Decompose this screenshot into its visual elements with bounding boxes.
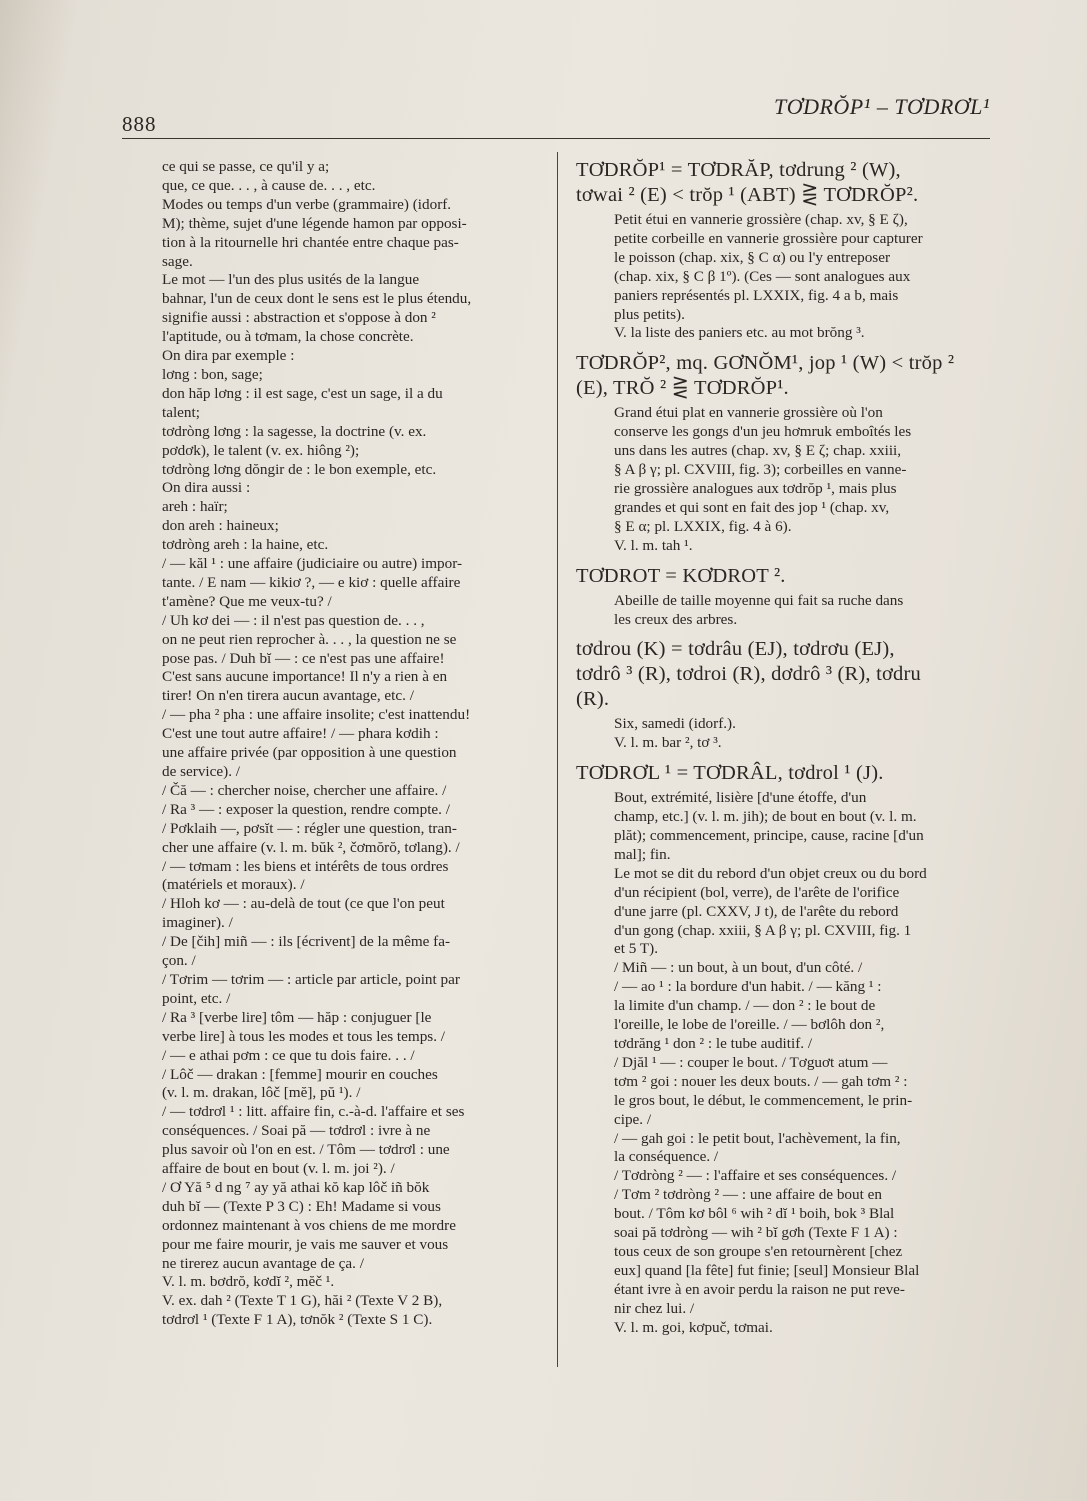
text-line: bout. / Tôm kơ bôl ⁶ wih ² dĭ ¹ boih, bok ³ Blal <box>614 1205 895 1223</box>
text-line: eux] quand [la fête] fut finie; [seul] Monsieur Blal <box>614 1261 920 1279</box>
text-line: tous ceux de son groupe s'en retournèrent [chez <box>614 1242 903 1260</box>
text-line: Bout, extrémité, lisière [d'une étoffe, d'un <box>614 789 867 807</box>
dictionary-entry <box>576 564 990 630</box>
text-line: / Ra ³ [verbe lire] tôm — hăp : conjuguer [le <box>162 1008 432 1026</box>
text-line: / — tơmam : les biens et intérêts de tous ordres <box>162 857 449 875</box>
entry-definition <box>614 789 990 1337</box>
text-line: Abeille de taille moyenne qui fait sa ruche dans <box>614 591 904 609</box>
column-divider <box>557 152 558 1367</box>
text-line: cipe. / <box>614 1110 652 1128</box>
text-line: t'amène? Que me veux-tu? / <box>162 592 332 610</box>
entry-headword: TƠDRŎP², mq. GƠNŎM¹, jop ¹ (W) < trŏp ² <box>576 352 955 375</box>
entry-definition <box>614 404 990 555</box>
text-line: mal]; fin. <box>614 845 671 863</box>
text-line: tơdròng areh : la haine, etc. <box>162 536 329 554</box>
text-line: çon. / <box>162 952 196 970</box>
text-line: / De [čih] miñ — : ils [écrivent] de la même fa- <box>162 933 451 951</box>
text-line: paniers représentés pl. LXXIX, fig. 4 a b, mais <box>614 286 899 304</box>
text-line: / Djăl ¹ — : couper le bout. / Tơguơt atum — <box>614 1053 888 1071</box>
text-line: d'un gong (chap. xxiii, § A β γ; pl. CXVIII, fig. 1 <box>614 921 912 939</box>
text-line: on ne peut rien reprocher à. . . , la question ne se <box>162 630 457 648</box>
text-line: conséquences. / Soai pă — tơdrơl : ivre à ne <box>162 1122 431 1140</box>
text-line: / — ao ¹ : la bordure d'un habit. / — kăng ¹ : <box>614 978 882 996</box>
text-line: signifie aussi : abstraction et s'oppose à don ² <box>162 309 436 327</box>
text-line: la limite d'un champ. / — don ² : le bout de <box>614 997 876 1015</box>
text-line: / Pơklaih —, pơsĭt — : régler une question, tran- <box>162 819 457 837</box>
text-line: tơdrơl ¹ (Texte F 1 A), tơnŏk ² (Texte S 1 C). <box>162 1311 433 1329</box>
left-column <box>162 158 546 1330</box>
text-line: / — kăl ¹ : une affaire (judiciaire ou autre) impor- <box>162 555 463 573</box>
text-line: talent; <box>162 403 200 421</box>
text-line: C'est sans aucune importance! Il n'y a rien à en <box>162 668 448 686</box>
text-line: / Ơ Yă ⁵ d ng ⁷ ay yă athai kŏ kap lôč iñ bŏk <box>162 1178 430 1196</box>
text-line: uns dans les autres (chap. xv, § E ζ; chap. xxiii, <box>614 442 902 460</box>
text-line: bahnar, l'un de ceux dont le sens est le plus étendu, <box>162 290 472 308</box>
text-line: l'oreille, le lobe de l'oreille. / — bơlôh don ², <box>614 1016 885 1034</box>
text-line: / Tơrim — tơrim — : article par article, point par <box>162 970 460 988</box>
text-line: rie grossière analogues aux tơdrŏp ¹, mais plus <box>614 479 897 497</box>
entry-headword: TƠDRŎP¹ = TƠDRĂP, tơdrung ² (W), <box>576 159 901 181</box>
text-line: tơdrăng ¹ don ² : le tube auditif. / <box>614 1035 813 1052</box>
text-line: tơdròng lơng dŏngir de : le bon exemple, etc. <box>162 460 437 478</box>
text-line: V. l. m. bơdrŏ, kơdĭ ², mĕč ¹. <box>162 1273 335 1291</box>
text-line: verbe lire] à tous les modes et tous les temps. / <box>162 1027 446 1045</box>
text-line: V. la liste des paniers etc. au mot brŏng ³. <box>614 324 865 342</box>
text-line: areh : haïr; <box>162 498 228 516</box>
text-line: plus savoir où l'on en est. / Tôm — tơdrơl : une <box>162 1141 450 1159</box>
text-line: § A β γ; pl. CXVIII, fig. 3); corbeilles en vanne- <box>614 461 907 479</box>
text-line: affaire de bout en bout (v. l. m. joi ²). / <box>162 1160 395 1178</box>
text-line: les creux des arbres. <box>614 610 738 628</box>
dictionary-entry <box>576 637 990 753</box>
text-line: de service). / <box>162 763 241 780</box>
text-line: / — gah goi : le petit bout, l'achèvement, la fin, <box>614 1129 901 1147</box>
dictionary-entry <box>576 158 990 343</box>
text-line: soai pă tơdròng — wih ² bĭ gơh (Texte F 1 A) : <box>614 1224 898 1242</box>
text-line: / Tơm ² tơdròng ² — : une affaire de bout en <box>614 1186 882 1204</box>
text-line: grandes et qui sont en fait des jop ¹ (chap. xv, <box>614 498 890 516</box>
text-line: Le mot — l'un des plus usités de la langue <box>162 271 420 289</box>
text-line: (chap. xix, § C β 1º). (Ces — sont analogues aux <box>614 267 911 285</box>
text-line: / Ra ³ — : exposer la question, rendre compte. / <box>162 800 450 818</box>
text-line: don areh : haineux; <box>162 517 279 535</box>
dictionary-entry <box>576 351 990 555</box>
entry-headword: tơdrou (K) = tơdrâu (EJ), tơdrơu (EJ), <box>576 638 895 661</box>
text-line: On dira par exemple : <box>162 347 295 365</box>
entry-headword: (E), TRŎ ² ⋛ TƠDRŎP¹. <box>576 377 789 400</box>
right-column <box>576 158 990 1346</box>
text-line: / Čă — : chercher noise, chercher une affaire. / <box>162 781 447 799</box>
dictionary-entry <box>576 761 990 1337</box>
text-line: une affaire privée (par opposition à une question <box>162 744 457 762</box>
text-line: point, etc. / <box>162 989 231 1007</box>
entry-definition <box>614 211 990 343</box>
text-line: Grand étui plat en vannerie grossière où l'on <box>614 404 883 422</box>
text-line: / Miñ — : un bout, à un bout, d'un côté. / <box>614 959 863 977</box>
text-line: M); thème, sujet d'une légende hamon par opposi- <box>162 214 467 232</box>
text-line: étant ivre à en avoir perdu la raison ne put reve- <box>614 1280 905 1298</box>
text-line: champ, etc.] (v. l. m. jih); de bout en bout (v. l. m. <box>614 808 917 826</box>
text-line: tơm ² goi : nouer les deux bouts. / — gah tơm ² : <box>614 1072 908 1090</box>
page-header <box>122 92 990 140</box>
text-line: ne tirerez aucun avantage de ça. / <box>162 1254 364 1272</box>
text-line: lơng : bon, sage; <box>162 365 263 383</box>
entry-headword: TƠDROT = KƠDROT ². <box>576 564 786 587</box>
text-line: V. l. m. goi, kơpuč, tơmai. <box>614 1318 773 1336</box>
text-line: V. ex. dah ² (Texte T 1 G), hăi ² (Texte V 2 B), <box>162 1292 443 1310</box>
text-line: / — e athai pơm : ce que tu dois faire. . . / <box>162 1046 415 1064</box>
running-head: TƠDRŎP¹ – TƠDRƠL¹ <box>773 94 990 119</box>
text-line: cher une affaire (v. l. m. bŭk ², čơmŏrŏ, tơlang). / <box>162 838 460 856</box>
text-line: / Lôč — drakan : [femme] mourir en couches <box>162 1065 438 1083</box>
text-line: petite corbeille en vannerie grossière pour capturer <box>614 229 923 247</box>
text-line: don hăp lơng : il est sage, c'est un sage, il a du <box>162 384 443 402</box>
text-line: que, ce que. . . , à cause de. . . , etc. <box>162 176 376 194</box>
header-rule <box>122 138 990 139</box>
text-line: / Tơdròng ² — : l'affaire et ses conséquences. / <box>614 1167 897 1185</box>
text-line: d'une jarre (pl. CXXV, J t), de l'arête du rebord <box>614 902 899 920</box>
text-line: le poisson (chap. xix, § C α) ou l'y entreposer <box>614 248 891 266</box>
text-line: V. l. m. bar ², tơ ³. <box>614 734 722 752</box>
text-line: Six, samedi (idorf.). <box>614 715 736 733</box>
text-line: / Hloh kơ — : au-delà de tout (ce que l'on peut <box>162 895 445 913</box>
entry-headword: (R). <box>576 688 610 711</box>
entry-definition <box>614 592 990 630</box>
text-line: pour me faire mourir, je vais me sauver et vous <box>162 1235 449 1253</box>
text-line: (matériels et moraux). / <box>162 876 305 894</box>
text-line: / Uh kơ dei — : il n'est pas question de. . . , <box>162 611 425 629</box>
text-line: (v. l. m. drakan, lôč [mĕ], pŭ ¹). / <box>162 1084 361 1102</box>
text-line: / — tơdrơl ¹ : litt. affaire fin, c.-à-d. l'affaire et ses <box>162 1103 465 1121</box>
text-line: le gros bout, le début, le commencement, le prin- <box>614 1091 913 1109</box>
text-line: sage. <box>162 252 193 270</box>
text-line: l'aptitude, ou à tơmam, la chose concrète. <box>162 328 414 346</box>
text-line: et 5 T). <box>614 940 659 958</box>
entry-definition <box>614 715 990 753</box>
text-line: imaginer). / <box>162 914 233 932</box>
text-line: ce qui se passe, ce qu'il y a; <box>162 158 330 175</box>
text-line: la conséquence. / <box>614 1148 719 1166</box>
text-line: On dira aussi : <box>162 479 251 497</box>
text-line: duh bĭ — (Texte P 3 C) : Eh! Madame si vous <box>162 1197 441 1215</box>
entry-headword: tơdrô ³ (R), tơdroi (R), dơdrô ³ (R), tơdru <box>576 663 921 686</box>
text-line: pose pas. / Duh bĭ — : ce n'est pas une affaire! <box>162 649 445 667</box>
text-line: C'est une tout autre affaire! / — phara kơdih : <box>162 725 439 743</box>
text-line: / — pha ² pha : une affaire insolite; c'est inattendu! <box>162 706 471 724</box>
text-line: tante. / E nam — kikiơ ?, — e kiơ : quelle affaire <box>162 573 461 591</box>
page-number: 888 <box>122 112 157 136</box>
text-line: Modes ou temps d'un verbe (grammaire) (idorf. <box>162 195 452 213</box>
text-line: pơdơk), le talent (v. ex. hiông ²); <box>162 441 360 459</box>
text-line: d'un récipient (bol, verre), de l'arête de l'orifice <box>614 883 900 901</box>
text-line: V. l. m. tah ¹. <box>614 536 693 554</box>
entry-headword: TƠDRƠL ¹ = TƠDRÂL, tơdrol ¹ (J). <box>576 762 884 785</box>
text-line: ordonnez maintenant à vos chiens de me mordre <box>162 1216 456 1234</box>
text-line: conserve les gongs d'un jeu hơmruk emboîtés les <box>614 423 912 441</box>
text-line: § E α; pl. LXXIX, fig. 4 à 6). <box>614 517 792 535</box>
text-line: plus petits). <box>614 305 685 323</box>
text-line: Petit étui en vannerie grossière (chap. xv, § E ζ), <box>614 211 908 228</box>
text-line: nir chez lui. / <box>614 1299 695 1317</box>
text-line: tơdròng lơng : la sagesse, la doctrine (v. ex. <box>162 422 427 440</box>
text-line: tirer! On n'en tirera aucun avantage, etc. / <box>162 687 414 705</box>
text-line: plăt); commencement, principe, cause, racine [d'un <box>614 827 924 845</box>
text-line: Le mot se dit du rebord d'un objet creux ou du bord <box>614 864 927 882</box>
entry-headword: tơwai ² (E) < trŏp ¹ (ABT) ⋛ TƠDRŎP². <box>576 184 919 206</box>
text-line: tion à la ritournelle hri chantée entre chaque pas- <box>162 233 459 251</box>
